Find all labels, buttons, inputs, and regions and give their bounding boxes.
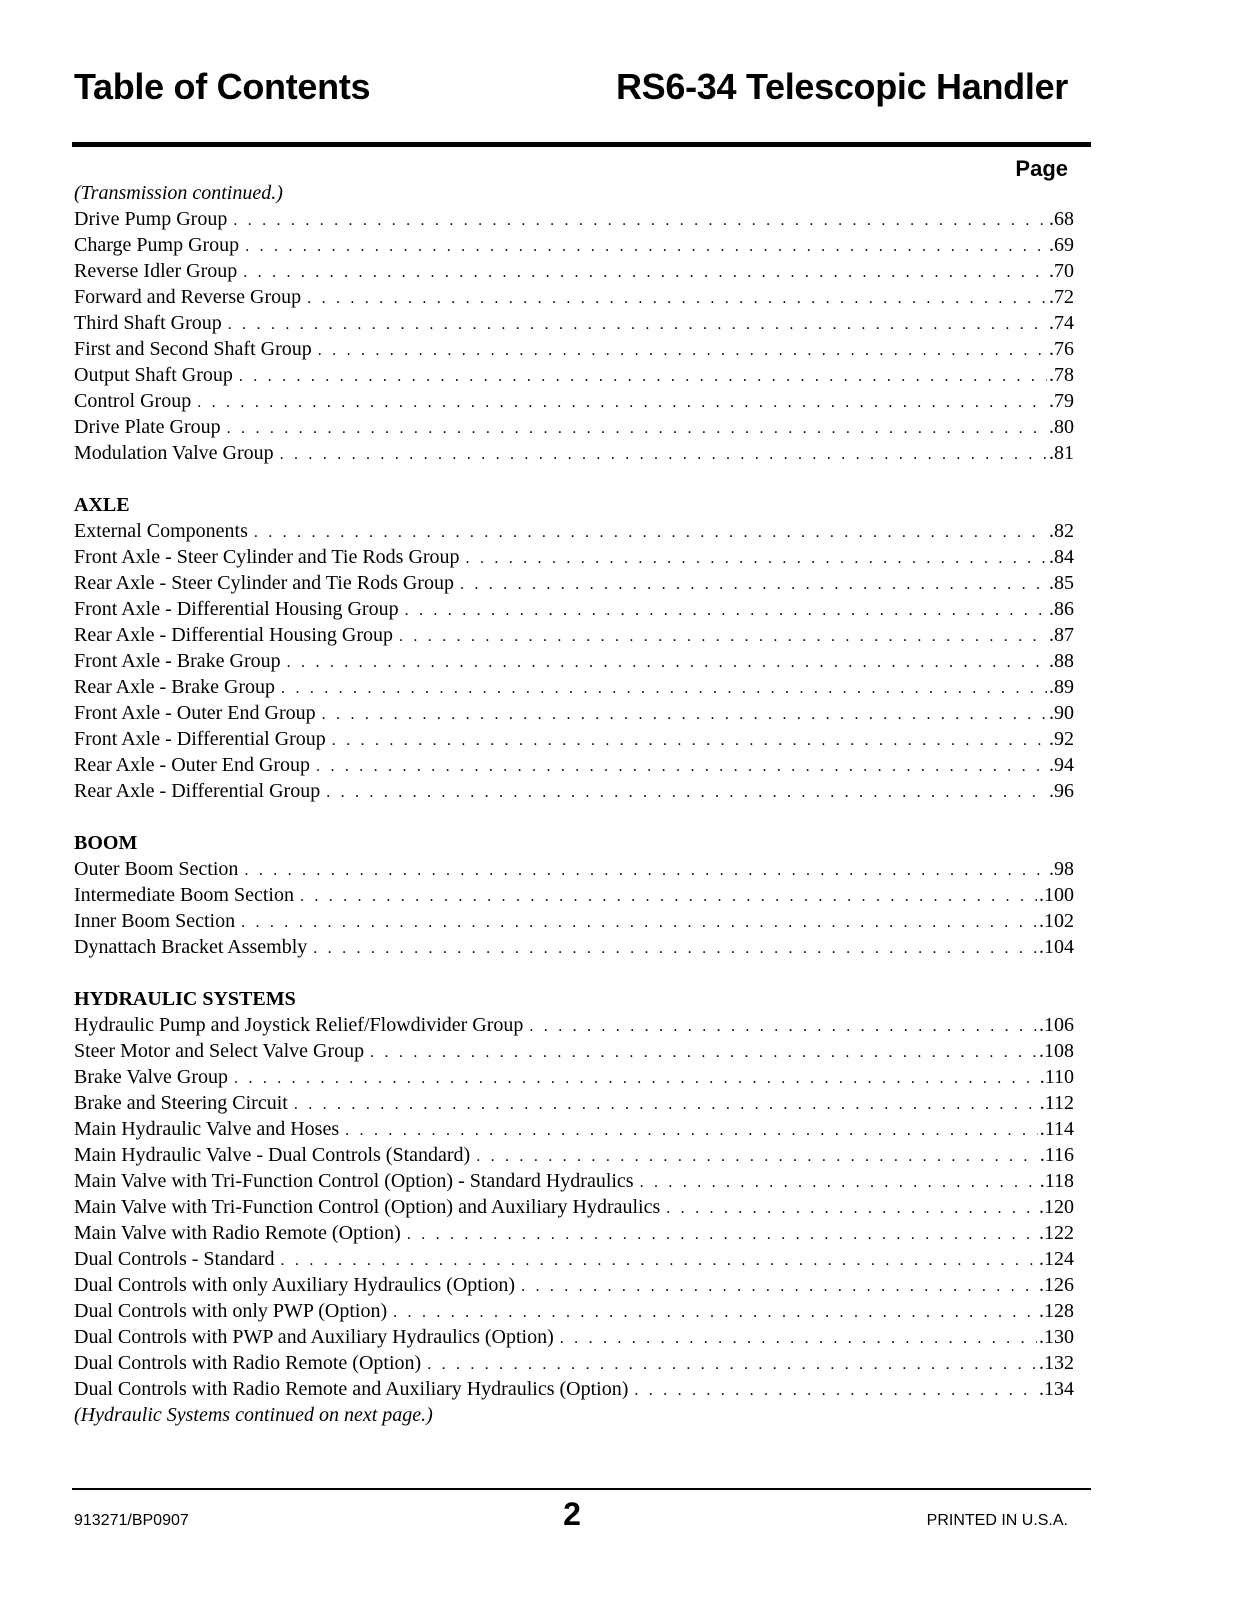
toc-entry xyxy=(74,1012,1074,1038)
toc-entry-page: .84 xyxy=(1049,546,1074,568)
toc-entry xyxy=(74,934,1074,960)
toc-entry-title: Outer Boom Section xyxy=(74,858,239,880)
toc-entry-title: Rear Axle - Differential Housing Group xyxy=(74,624,393,646)
section-heading: AXLE xyxy=(74,494,130,516)
toc-entry-page: .118 xyxy=(1039,1170,1074,1192)
toc-entry-page: .81 xyxy=(1049,442,1074,464)
continued-note: (Transmission continued.) xyxy=(74,182,283,204)
dot-leader xyxy=(300,884,1037,910)
dot-leader xyxy=(281,676,1047,702)
document-title: Table of Contents xyxy=(74,66,371,107)
toc-entry-title: Main Hydraulic Valve and Hoses xyxy=(74,1118,340,1140)
dot-leader xyxy=(254,520,1047,546)
toc-entry-page: .85 xyxy=(1049,572,1074,594)
toc-entry-page: .100 xyxy=(1039,884,1074,906)
toc-entry xyxy=(74,1376,1074,1402)
toc-entry xyxy=(74,1298,1074,1324)
toc-sections xyxy=(74,492,1074,1402)
toc-entry-title: Main Valve with Tri-Function Control (Option) - Standard Hydraulics xyxy=(74,1170,634,1192)
toc-entry xyxy=(74,1116,1074,1142)
toc-entry xyxy=(74,752,1074,778)
toc-entry-page: .90 xyxy=(1049,702,1074,724)
dot-leader xyxy=(345,1118,1038,1144)
dot-leader xyxy=(294,1092,1038,1118)
toc-entry xyxy=(74,1194,1074,1220)
toc-entry-page: .69 xyxy=(1049,234,1074,256)
dot-leader xyxy=(313,936,1037,962)
toc-entry-page: .74 xyxy=(1049,312,1074,334)
toc-entry-page: .94 xyxy=(1049,754,1074,776)
toc-entry-title: Dual Controls with PWP and Auxiliary Hydraulics (Option) xyxy=(74,1326,554,1348)
dot-leader xyxy=(281,1248,1037,1274)
toc-entry xyxy=(74,544,1074,570)
dot-leader xyxy=(640,1170,1038,1196)
dot-leader xyxy=(241,910,1037,936)
dot-leader xyxy=(393,1300,1037,1326)
toc-entry-title: Third Shaft Group xyxy=(74,312,222,334)
toc-entry-page: .79 xyxy=(1049,390,1074,412)
toc-entry-page: .88 xyxy=(1049,650,1074,672)
dot-leader xyxy=(233,208,1047,234)
dot-leader xyxy=(529,1014,1037,1040)
toc-entry-page: .72 xyxy=(1049,286,1074,308)
toc-entry-page: .70 xyxy=(1049,260,1074,282)
toc-entry xyxy=(74,1220,1074,1246)
toc-entry xyxy=(74,1090,1074,1116)
footer-rule xyxy=(72,1488,1091,1490)
toc-entry-title: Rear Axle - Outer End Group xyxy=(74,754,311,776)
dot-leader xyxy=(318,338,1047,364)
dot-leader xyxy=(227,416,1047,442)
toc-entry-title: Charge Pump Group xyxy=(74,234,240,256)
toc-entry-title: Rear Axle - Steer Cylinder and Tie Rods Group xyxy=(74,572,454,594)
toc-entry-page: .108 xyxy=(1039,1040,1074,1062)
toc-entry xyxy=(74,1168,1074,1194)
toc-entry-page: .114 xyxy=(1039,1118,1074,1140)
dot-leader xyxy=(239,364,1047,390)
toc-entry-page: .124 xyxy=(1039,1248,1074,1270)
dot-leader xyxy=(332,728,1047,754)
toc-entry-title: Dual Controls with Radio Remote and Auxiliary Hydraulics (Option) xyxy=(74,1378,629,1400)
dot-leader xyxy=(287,650,1047,676)
toc-entry xyxy=(74,336,1074,362)
toc-entry-page: .132 xyxy=(1039,1352,1074,1374)
toc-entry-page: .122 xyxy=(1039,1222,1074,1244)
table-of-contents xyxy=(74,180,1074,1428)
dot-leader xyxy=(427,1352,1037,1378)
toc-entry xyxy=(74,1038,1074,1064)
toc-entry-title: Front Axle - Outer End Group xyxy=(74,702,316,724)
toc-entry-page: .102 xyxy=(1039,910,1074,932)
toc-entry-page: .112 xyxy=(1039,1092,1074,1114)
toc-entry-page: .104 xyxy=(1039,936,1074,958)
toc-entry xyxy=(74,1324,1074,1350)
toc-entry xyxy=(74,414,1074,440)
toc-entry-page: .110 xyxy=(1039,1066,1074,1088)
toc-entry xyxy=(74,908,1074,934)
toc-entry xyxy=(74,648,1074,674)
toc-entry xyxy=(74,570,1074,596)
header-rule xyxy=(72,142,1091,147)
dot-leader xyxy=(243,260,1047,286)
toc-entry-title: Dual Controls with Radio Remote (Option) xyxy=(74,1352,422,1374)
toc-entry xyxy=(74,1246,1074,1272)
toc-entry-page: .78 xyxy=(1049,364,1074,386)
dot-leader xyxy=(666,1196,1037,1222)
toc-entry-title: Main Hydraulic Valve - Dual Controls (Standard) xyxy=(74,1144,471,1166)
toc-entry-title: Inner Boom Section xyxy=(74,910,236,932)
dot-leader xyxy=(316,754,1047,780)
toc-entry xyxy=(74,778,1074,804)
toc-entry-title: Drive Pump Group xyxy=(74,208,228,230)
dot-leader xyxy=(634,1378,1037,1404)
toc-entry xyxy=(74,1064,1074,1090)
toc-entry-title: Dual Controls with only Auxiliary Hydraulics (Option) xyxy=(74,1274,516,1296)
toc-entry xyxy=(74,856,1074,882)
toc-entry xyxy=(74,674,1074,700)
toc-entry-title: Front Axle - Differential Housing Group xyxy=(74,598,399,620)
toc-entry-title: Rear Axle - Differential Group xyxy=(74,780,321,802)
toc-entry-title: Dynattach Bracket Assembly xyxy=(74,936,308,958)
dot-leader xyxy=(234,1066,1038,1092)
toc-entry-page: .92 xyxy=(1049,728,1074,750)
toc-entry-page: .120 xyxy=(1039,1196,1074,1218)
toc-entry-title: Brake and Steering Circuit xyxy=(74,1092,288,1114)
toc-entry xyxy=(74,206,1074,232)
toc-entry-page: .126 xyxy=(1039,1274,1074,1296)
toc-entry xyxy=(74,232,1074,258)
toc-entry-page: .80 xyxy=(1049,416,1074,438)
section-heading: HYDRAULIC SYSTEMS xyxy=(74,988,296,1010)
dot-leader xyxy=(405,598,1047,624)
section-heading: BOOM xyxy=(74,832,138,854)
toc-entry-page: .82 xyxy=(1049,520,1074,542)
continued-next-note: (Hydraulic Systems continued on next page.) xyxy=(74,1404,433,1426)
toc-entry-title: Hydraulic Pump and Joystick Relief/Flowdivider Group xyxy=(74,1014,524,1036)
toc-entry-title: Front Axle - Brake Group xyxy=(74,650,281,672)
toc-entry xyxy=(74,596,1074,622)
toc-entry-title: Front Axle - Steer Cylinder and Tie Rods Group xyxy=(74,546,460,568)
toc-entry-title: Rear Axle - Brake Group xyxy=(74,676,276,698)
toc-entry-title: Front Axle - Differential Group xyxy=(74,728,326,750)
printed-note: PRINTED IN U.S.A. xyxy=(926,1512,1068,1529)
toc-entry-page: .68 xyxy=(1049,208,1074,230)
product-name: RS6-34 Telescopic Handler xyxy=(615,66,1068,107)
toc-entry-title: Main Valve with Radio Remote (Option) xyxy=(74,1222,401,1244)
toc-entry-title: Forward and Reverse Group xyxy=(74,286,302,308)
toc-entry xyxy=(74,284,1074,310)
dot-leader xyxy=(326,780,1047,806)
toc-entry xyxy=(74,1350,1074,1376)
dot-leader xyxy=(307,286,1047,312)
toc-entry-title: Output Shaft Group xyxy=(74,364,233,386)
toc-entry-page: .130 xyxy=(1039,1326,1074,1348)
dot-leader xyxy=(399,624,1047,650)
toc-entry xyxy=(74,388,1074,414)
toc-entry-page: .87 xyxy=(1049,624,1074,646)
page-column-label: Page xyxy=(1015,156,1068,181)
toc-entry xyxy=(74,440,1074,466)
toc-entry-page: .89 xyxy=(1049,676,1074,698)
dot-leader xyxy=(197,390,1047,416)
dot-leader xyxy=(407,1222,1037,1248)
toc-entry-title: Intermediate Boom Section xyxy=(74,884,294,906)
dot-leader xyxy=(322,702,1047,728)
toc-entry xyxy=(74,726,1074,752)
toc-entry-title: Drive Plate Group xyxy=(74,416,221,438)
dot-leader xyxy=(476,1144,1038,1170)
dot-leader xyxy=(228,312,1047,338)
toc-entry-title: Dual Controls with only PWP (Option) xyxy=(74,1300,388,1322)
dot-leader xyxy=(244,858,1047,884)
toc-entry-page: .128 xyxy=(1039,1300,1074,1322)
dot-leader xyxy=(245,234,1047,260)
toc-entry-title: External Components xyxy=(74,520,248,542)
toc-entry xyxy=(74,518,1074,544)
toc-entry-title: Modulation Valve Group xyxy=(74,442,274,464)
toc-entry-title: Brake Valve Group xyxy=(74,1066,229,1088)
document-number: 913271/BP0907 xyxy=(74,1512,189,1529)
toc-entry-title: Dual Controls - Standard xyxy=(74,1248,275,1270)
toc-entry-page: .106 xyxy=(1039,1014,1074,1036)
toc-entry-page: .86 xyxy=(1049,598,1074,620)
dot-leader xyxy=(280,442,1047,468)
dot-leader xyxy=(370,1040,1037,1066)
toc-entry xyxy=(74,362,1074,388)
transmission-list xyxy=(74,206,1074,466)
toc-entry xyxy=(74,882,1074,908)
toc-entry-page: .76 xyxy=(1049,338,1074,360)
toc-entry-page: .116 xyxy=(1039,1144,1074,1166)
dot-leader xyxy=(466,546,1047,572)
toc-entry-title: Control Group xyxy=(74,390,192,412)
toc-entry xyxy=(74,700,1074,726)
toc-entry-page: .96 xyxy=(1049,780,1074,802)
toc-entry-title: Steer Motor and Select Valve Group xyxy=(74,1040,365,1062)
toc-entry xyxy=(74,1142,1074,1168)
toc-entry xyxy=(74,1272,1074,1298)
dot-leader xyxy=(560,1326,1037,1352)
toc-entry-title: Reverse Idler Group xyxy=(74,260,238,282)
toc-entry-page: .134 xyxy=(1039,1378,1074,1400)
toc-entry-title: Main Valve with Tri-Function Control (Option) and Auxiliary Hydraulics xyxy=(74,1196,661,1218)
toc-entry xyxy=(74,310,1074,336)
page-number: 2 xyxy=(563,1496,581,1532)
dot-leader xyxy=(460,572,1047,598)
dot-leader xyxy=(521,1274,1037,1300)
toc-entry-page: .98 xyxy=(1049,858,1074,880)
toc-entry xyxy=(74,622,1074,648)
toc-entry xyxy=(74,258,1074,284)
toc-entry-title: First and Second Shaft Group xyxy=(74,338,312,360)
